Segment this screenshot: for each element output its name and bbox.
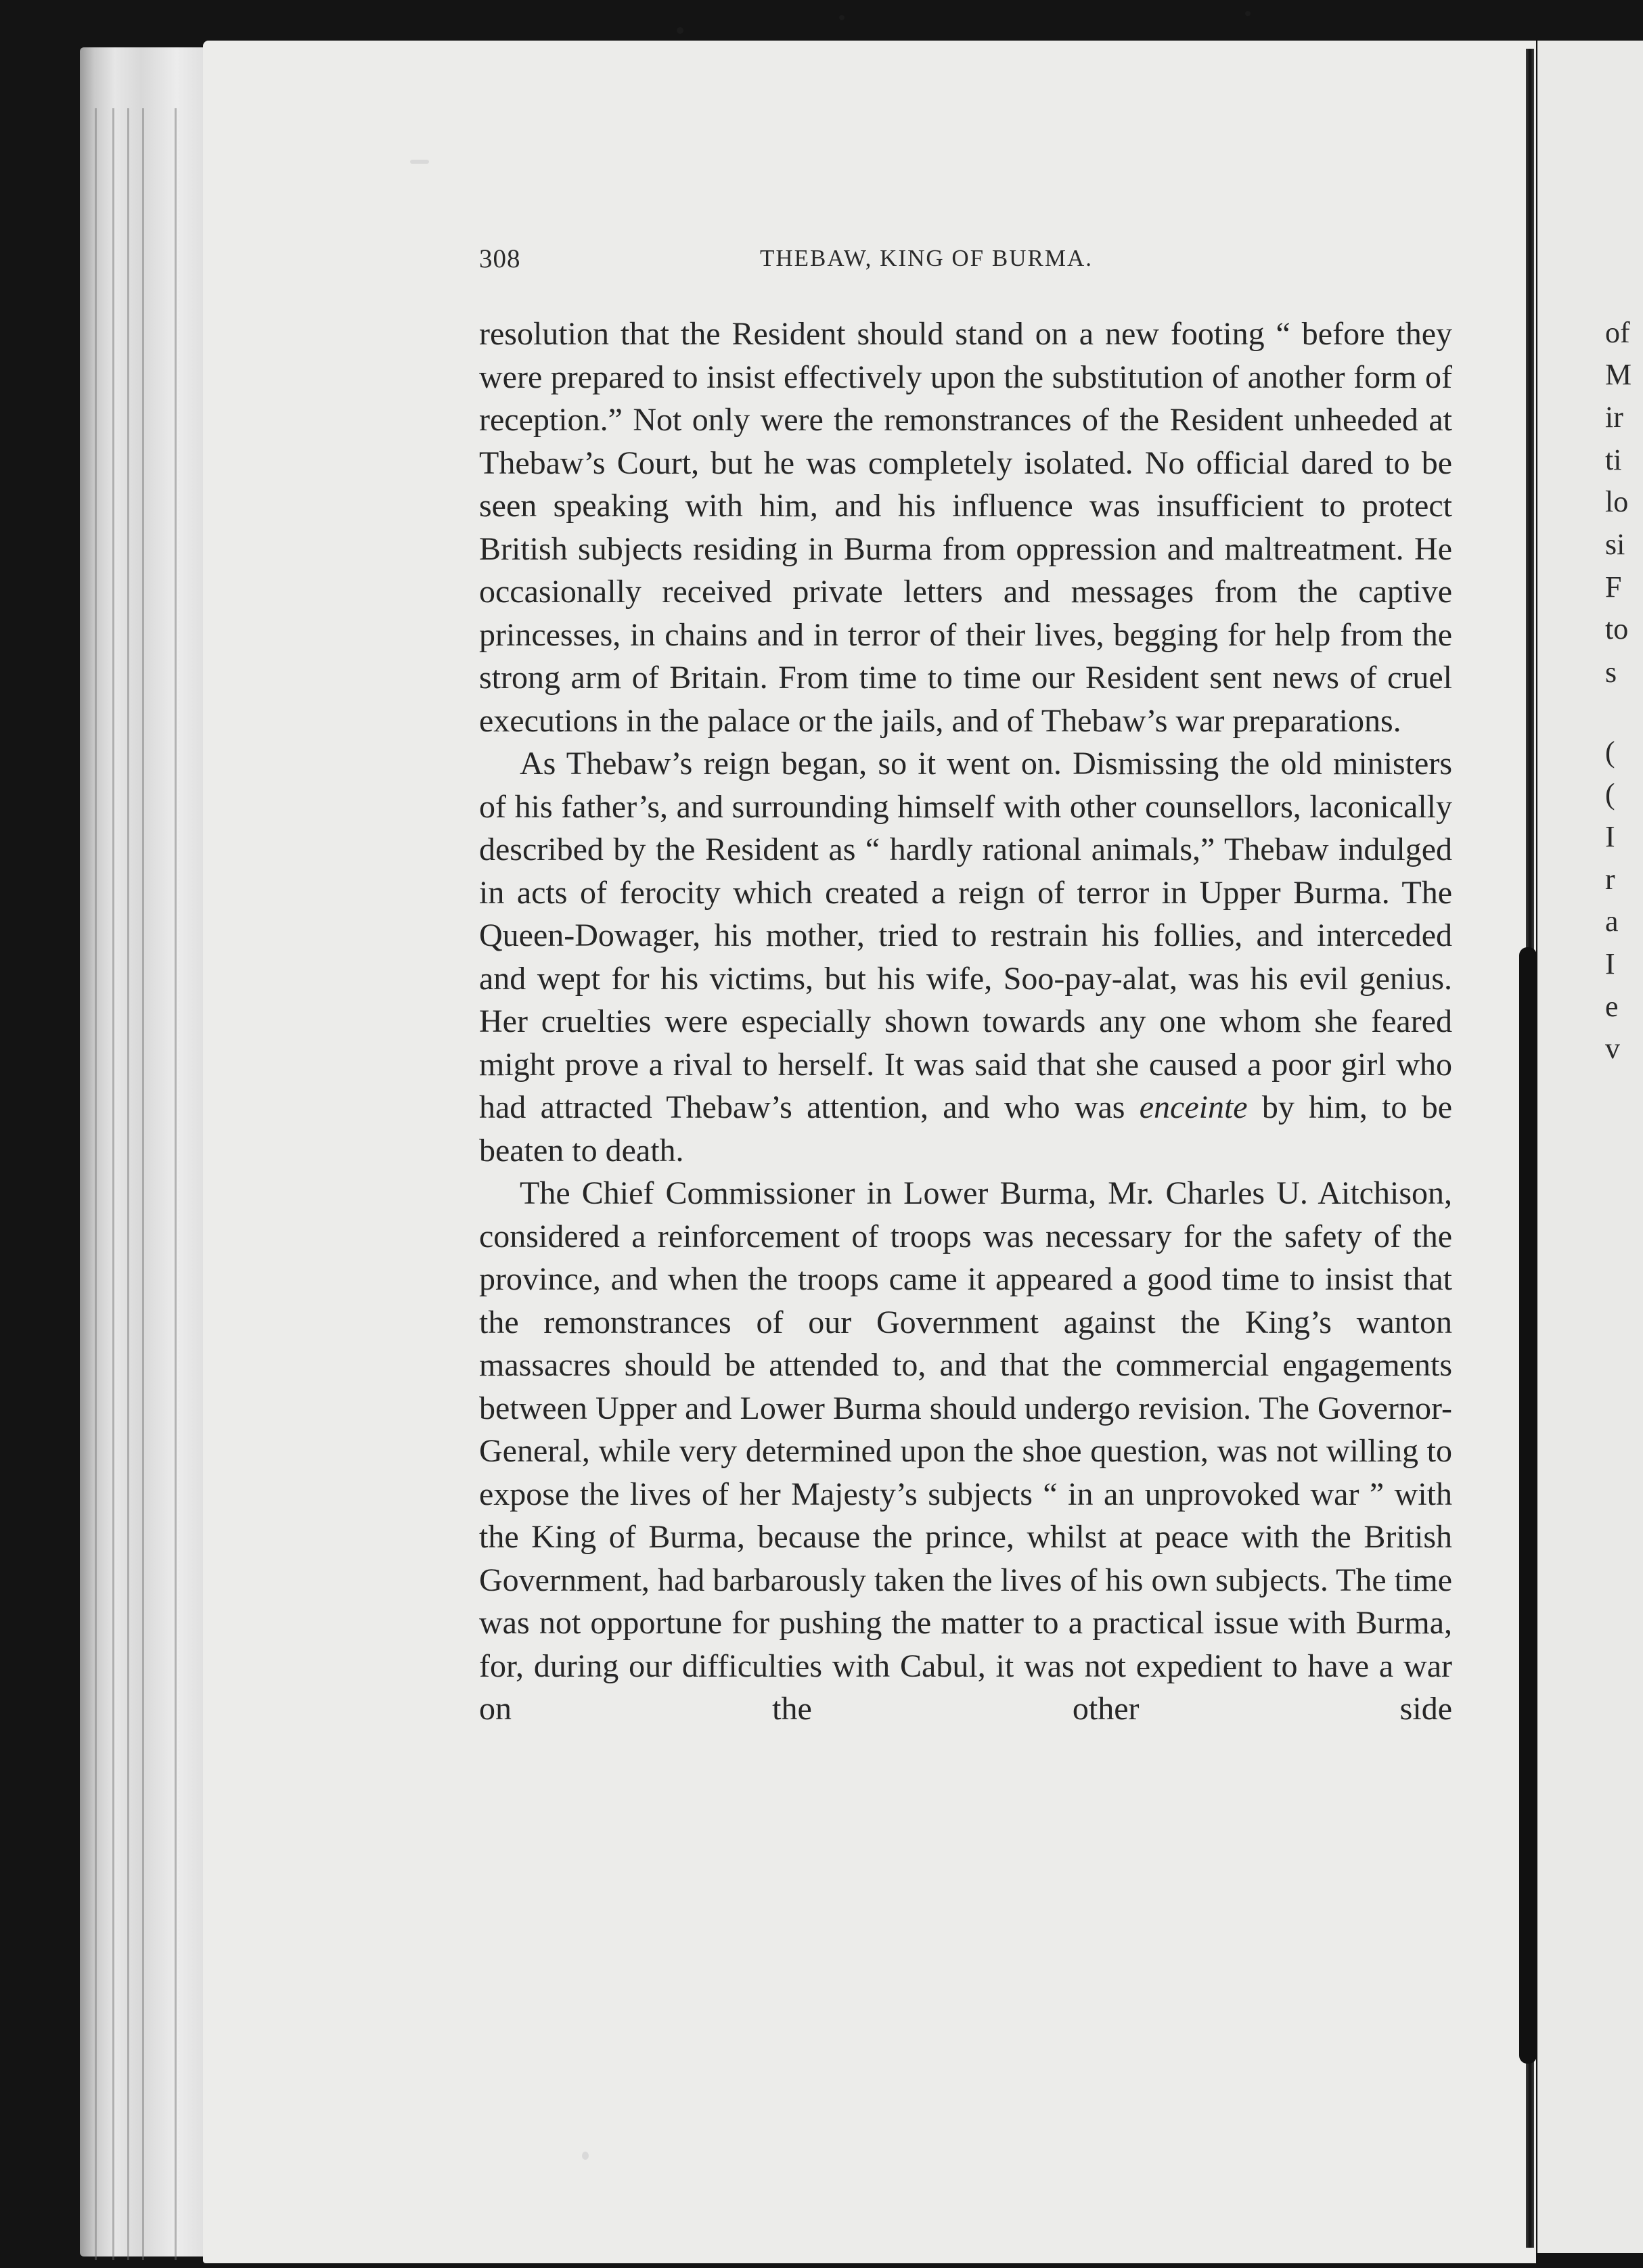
dust-speck	[677, 27, 683, 34]
page-edge-line	[95, 108, 97, 2260]
facing-page-fragment: (	[1605, 735, 1615, 769]
paragraph	[479, 742, 1452, 1172]
facing-page-fragment: s	[1605, 656, 1617, 689]
gutter-shadow	[1519, 947, 1537, 2064]
italic-word: enceinte	[1139, 1089, 1248, 1125]
facing-page-fragment: ir	[1605, 401, 1623, 434]
facing-page-fragment: (	[1605, 777, 1615, 811]
facing-page-fragment: of	[1605, 316, 1630, 349]
paragraph: resolution that the Resident should stand on a new footing “ before they were prepared to insist effectively upon the substitution of another form of reception.” Not only were the remonstrances of the Resident unheeded at Thebaw’s Court, but he was completely isolated. No official dared to be seen speaking with him, and his influence was insufficient to protect British subjects residing in Burma from oppression and maltreatment. He occasionally received private letters and messages from the captive princesses, in chains and in terror of their lives, begging for help from the strong arm of Britain. From time to time our Resident sent news of cruel executions in the palace or the jails, and of Thebaw’s war preparations.	[479, 316, 1452, 739]
paragraph: The Chief Commissioner in Lower Burma, Mr. Charles U. Aitchison, considered a reinforcement of troops was necessary for the safety of the province, and when the troops came it appeared a good time to insist that the remonstrances of our Government against the King’s wanton massacres should be attended to, and that the commercial engagements between Upper and Lower Burma should undergo revision. The Governor-General, while very determined upon the shoe question, was not willing to expose the lives of her Majesty’s subjects “ in an unprovoked war ” with the King of Burma, because the prince, whilst at peace with the British Government, had barbarously taken the lives of his own subjects. The time was not opportune for pushing the matter to a practical issue with Burma, for, during our difficulties with Cabul, it was not expedient to have a war on the other side	[479, 1175, 1452, 1727]
facing-page-fragment: F	[1605, 570, 1622, 604]
facing-page-fragment: I	[1605, 820, 1615, 853]
facing-page-fragment: ti	[1605, 443, 1622, 476]
dust-speck	[839, 15, 845, 20]
page-edge-line	[112, 108, 114, 2260]
facing-page-fragment: v	[1605, 1032, 1620, 1065]
dust-speck	[1245, 11, 1251, 16]
dust-speck	[582, 2152, 589, 2160]
facing-page-fragment: M	[1605, 358, 1632, 391]
facing-page-fragment: to	[1605, 612, 1629, 645]
dust-speck	[410, 160, 429, 164]
facing-page-fragment: I	[1605, 947, 1615, 980]
page-body	[479, 313, 1452, 1731]
facing-page-fragment: lo	[1605, 485, 1629, 518]
paragraph-text: by him, to be beaten to death.	[479, 1089, 1453, 1169]
page-edge-line	[175, 108, 177, 2260]
page-edge-line	[127, 108, 129, 2260]
facing-page-fragment: e	[1605, 990, 1619, 1023]
facing-page-fragment: r	[1605, 863, 1615, 896]
page-number: 308	[479, 244, 521, 273]
paragraph-text: As Thebaw’s reign began, so it went on. Dismissing the old ministers of his father’s, and surrounding himself with other counsellors, laconically described by the Resident as “ hardly rational animals,” Thebaw indulged in acts of ferocity which created a reign of terror in Upper Burma. The Queen-Dowager, his mother, tried to restrain his follies, and interceded and wept for his victims, but his wife, Soo-pay-alat, was his evil genius. Her cruelties were especially shown towards any one whom she feared might prove a rival to herself. It was said that she caused a poor girl who had attracted Thebaw’s attention, and who was	[479, 746, 1452, 1125]
facing-page-fragment: si	[1605, 528, 1625, 561]
page-edge-line	[142, 108, 144, 2260]
running-title: THEBAW, KING OF BURMA.	[760, 245, 1094, 271]
facing-page-fragment: a	[1605, 905, 1619, 938]
